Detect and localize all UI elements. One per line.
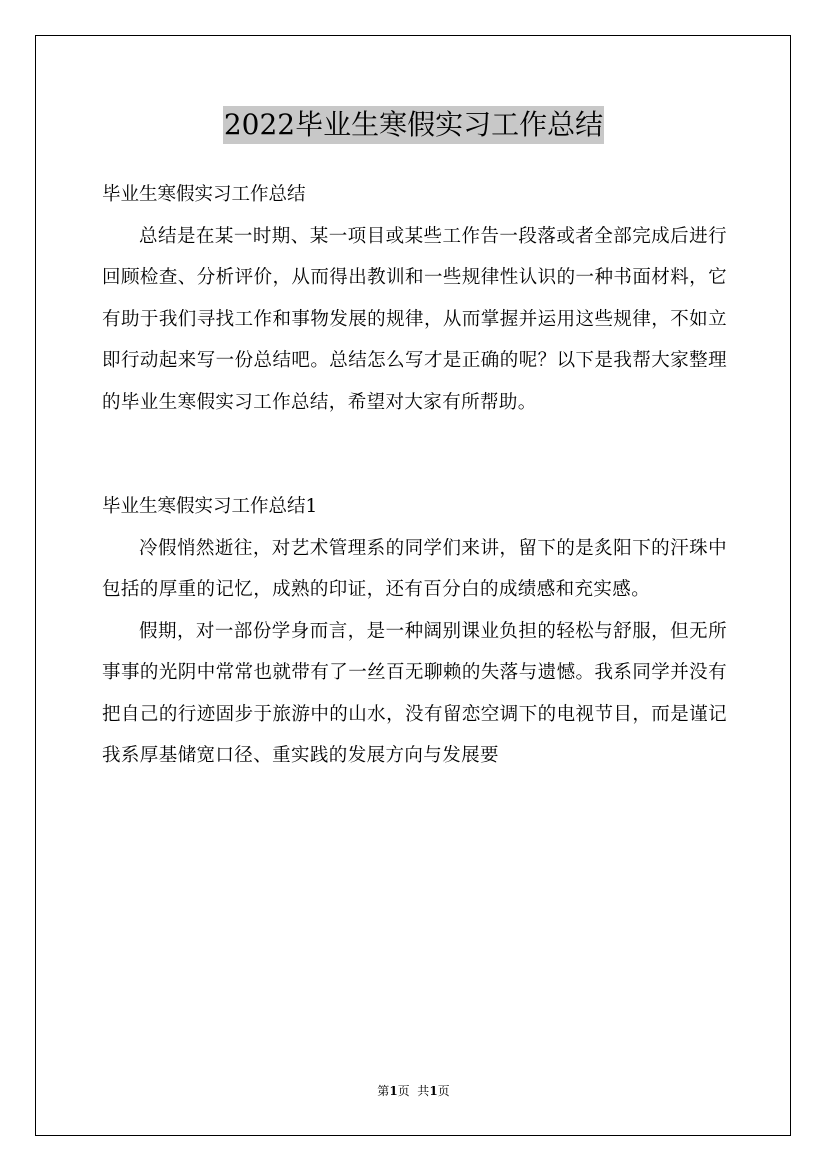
footer-page-current: 1 bbox=[389, 1084, 398, 1098]
footer-page-prefix: 第 bbox=[377, 1084, 390, 1098]
section1-paragraph-2: 假期，对一部份学身而言，是一种阔别课业负担的轻松与舒服，但无所事事的光阴中常常也就带有了一丝百无聊赖的失落与遗憾。我系同学并没有把自己的行迹固步于旅游中的山水，没有留恋空调下的电视节目，而是谨记我系厚基储宽口径、重实践的发展方向与发展要 bbox=[102, 620, 727, 766]
section1-paragraph-1: 冷假悄然逝往，对艺术管理系的同学们来讲，留下的是炙阳下的汗珠中包括的厚重的记忆，成熟的印证，还有百分白的成绩感和充实感。 bbox=[102, 537, 727, 600]
page-footer bbox=[0, 1083, 827, 1099]
intro-heading: 毕业生寒假实习工作总结 bbox=[102, 184, 306, 205]
footer-page-total: 1 bbox=[429, 1084, 438, 1098]
footer-page-mid: 页 共 bbox=[397, 1084, 430, 1098]
document-title-text: 2022毕业生寒假实习工作总结 bbox=[223, 106, 604, 144]
section-spacer bbox=[102, 423, 727, 486]
section1-heading: 毕业生寒假实习工作总结1 bbox=[102, 496, 318, 517]
document-body bbox=[102, 174, 727, 777]
intro-paragraph: 总结是在某一时期、某一项目或某些工作告一段落或者全部完成后进行回顾检查、分析评价，从而得出教训和一些规律性认识的一种书面材料，它有助于我们寻找工作和事物发展的规律，从而掌握并运用这些规律，不如立即行动起来写一份总结吧。总结怎么写才是正确的呢？以下是我帮大家整理的毕业生寒假实习工作总结，希望对大家有所帮助。 bbox=[102, 225, 727, 413]
footer-page-suffix: 页 bbox=[437, 1084, 450, 1098]
document-title bbox=[0, 104, 827, 144]
